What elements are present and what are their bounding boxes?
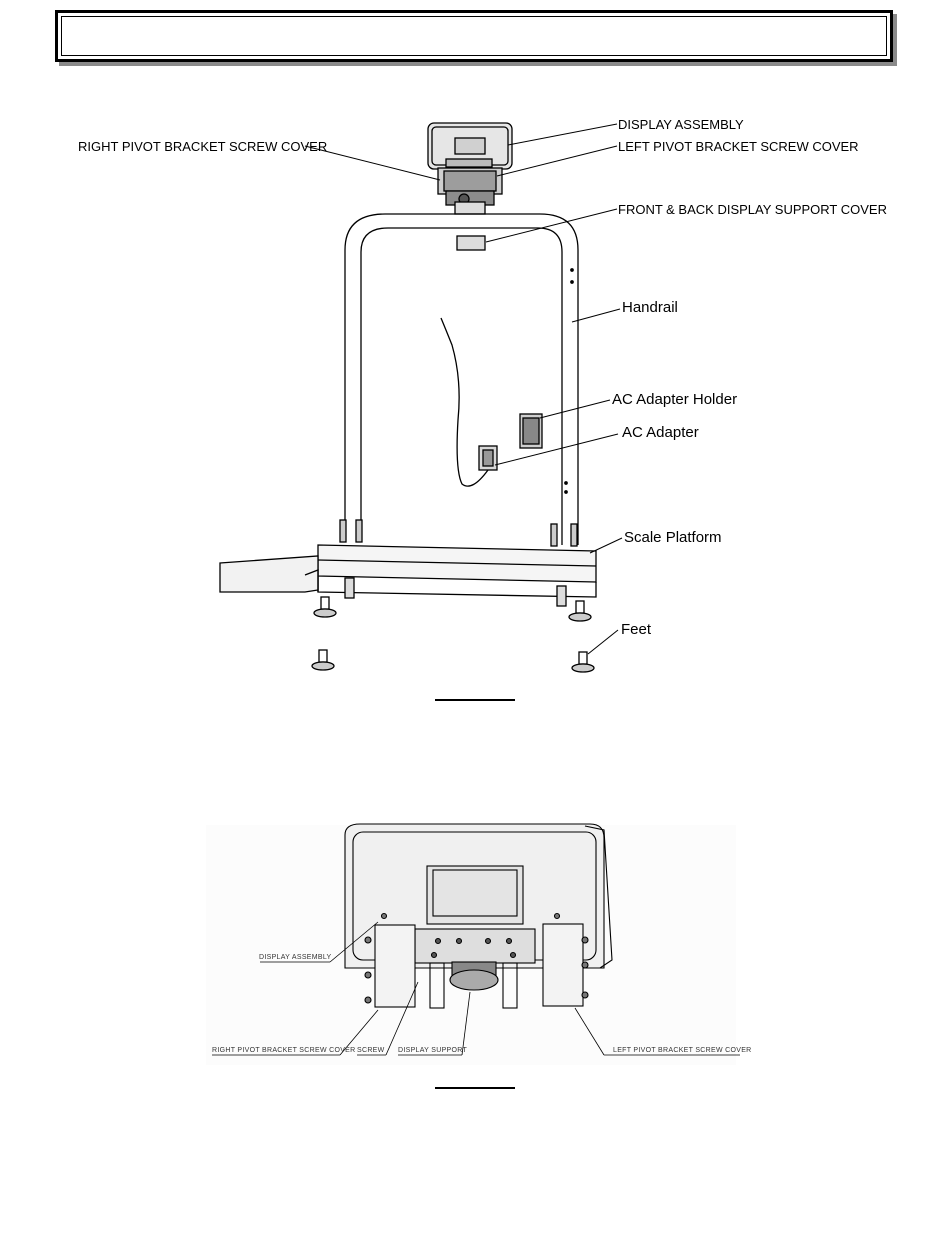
label-support-cover: FRONT & BACK DISPLAY SUPPORT COVER <box>618 202 887 217</box>
fig2-label-display-assembly: DISPLAY ASSEMBLY <box>259 954 332 961</box>
label-scale-platform: Scale Platform <box>624 529 722 546</box>
figure-2-caption-line <box>435 1087 515 1089</box>
label-ac-adapter-holder: AC Adapter Holder <box>612 391 738 408</box>
fig2-label-left-pivot-bracket-screw-cover: LEFT PIVOT BRACKET SCREW COVER <box>613 1047 752 1054</box>
fig2-label-display-support: DISPLAY SUPPORT <box>398 1047 468 1054</box>
fig2-label-screw: SCREW <box>357 1047 385 1054</box>
label-ac-adapter: AC Adapter <box>622 424 699 441</box>
fig2-label-right-pivot-bracket-screw-cover: RIGHT PIVOT BRACKET SCREW COVER <box>212 1047 356 1054</box>
label-left-pivot-bracket-screw-cover: LEFT PIVOT BRACKET SCREW COVER <box>618 139 859 154</box>
label-handrail: Handrail <box>622 299 678 316</box>
label-display-assembly: DISPLAY ASSEMBLY <box>618 117 744 132</box>
label-right-pivot-bracket-screw-cover: RIGHT PIVOT BRACKET SCREW COVER <box>78 139 328 154</box>
label-feet: Feet <box>621 621 652 638</box>
